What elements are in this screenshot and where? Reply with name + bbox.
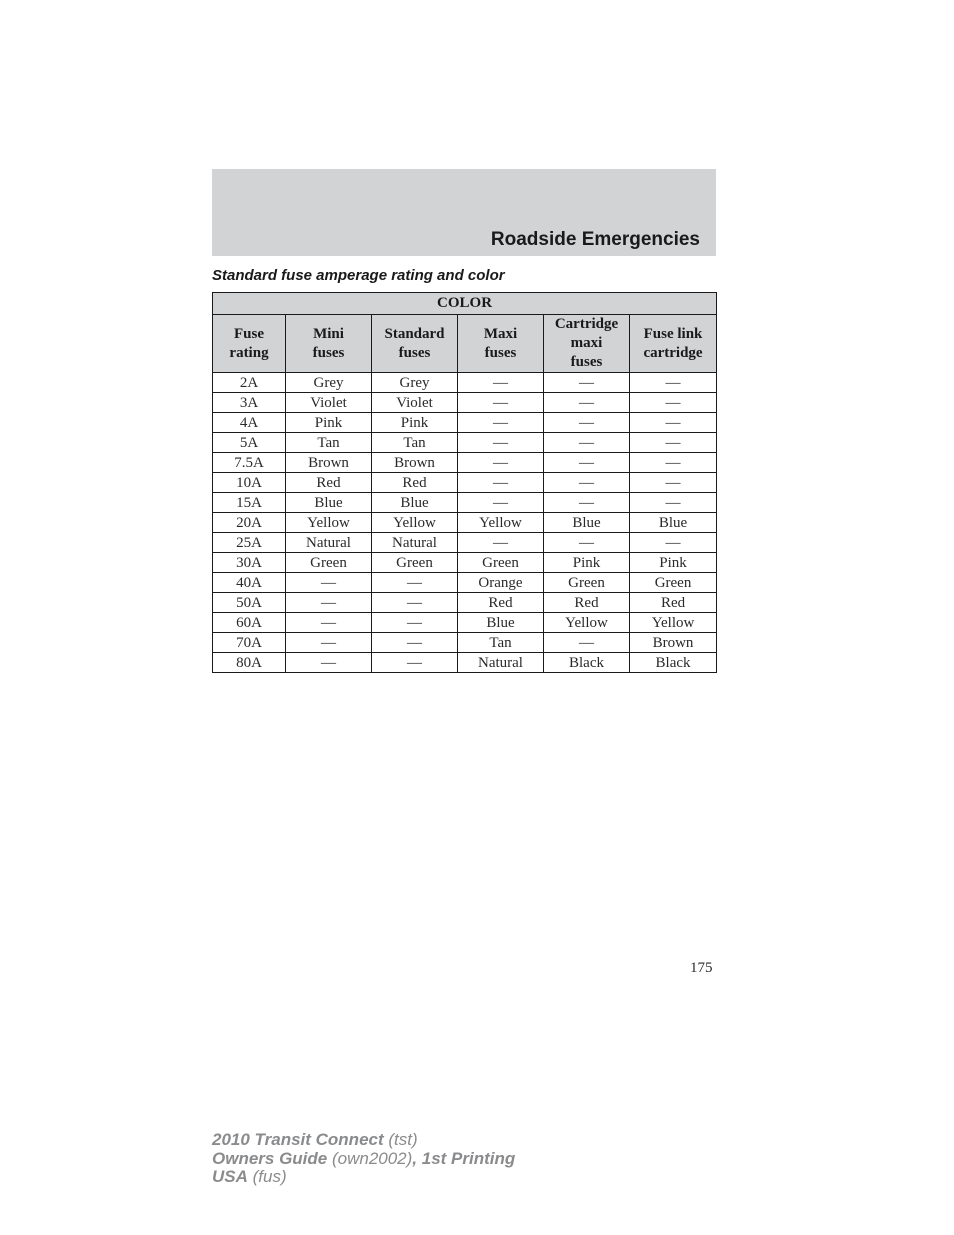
table-cell: Orange bbox=[458, 573, 544, 593]
table-cell: Red bbox=[286, 473, 372, 493]
table-cell: — bbox=[630, 453, 717, 473]
table-cell: — bbox=[372, 633, 458, 653]
table-cell: Pink bbox=[630, 553, 717, 573]
table-cell: Natural bbox=[458, 653, 544, 673]
table-cell: — bbox=[630, 373, 717, 393]
table-cell: Natural bbox=[286, 533, 372, 553]
table-cell: — bbox=[544, 533, 630, 553]
table-cell: 30A bbox=[213, 553, 286, 573]
footer-model-code: (tst) bbox=[383, 1130, 418, 1149]
table-row bbox=[213, 613, 717, 633]
table-row bbox=[213, 573, 717, 593]
table-row bbox=[213, 513, 717, 533]
table-cell: 5A bbox=[213, 433, 286, 453]
table-cell: — bbox=[458, 393, 544, 413]
header-line: Mini bbox=[313, 325, 344, 342]
table-cell: — bbox=[544, 493, 630, 513]
table-cell: Pink bbox=[372, 413, 458, 433]
table-cell: Green bbox=[372, 553, 458, 573]
table-cell: Blue bbox=[372, 493, 458, 513]
column-header-maxi-fuses bbox=[458, 315, 544, 373]
table-cell: — bbox=[458, 433, 544, 453]
table-cell: 20A bbox=[213, 513, 286, 533]
table-cell: Blue bbox=[630, 513, 717, 533]
table-cell: — bbox=[630, 473, 717, 493]
table-cell: — bbox=[372, 573, 458, 593]
table-cell: Brown bbox=[286, 453, 372, 473]
table-cell: — bbox=[544, 373, 630, 393]
table-cell: — bbox=[544, 473, 630, 493]
footer-guide: Owners Guide bbox=[212, 1148, 328, 1168]
table-cell: 60A bbox=[213, 613, 286, 633]
table-cell: — bbox=[458, 453, 544, 473]
table-cell: — bbox=[458, 473, 544, 493]
column-header-fuse-rating bbox=[213, 315, 286, 373]
table-cell: — bbox=[630, 493, 717, 513]
table-cell: Blue bbox=[286, 493, 372, 513]
table-cell: 3A bbox=[213, 393, 286, 413]
table-cell: — bbox=[372, 613, 458, 633]
header-line: Fuse bbox=[234, 325, 264, 342]
header-line: Standard bbox=[384, 325, 445, 342]
table-cell: — bbox=[458, 413, 544, 433]
column-header-cartridge-maxi-fuses bbox=[544, 315, 630, 373]
table-row bbox=[213, 633, 717, 653]
table-row bbox=[213, 473, 717, 493]
table-cell: 4A bbox=[213, 413, 286, 433]
table-cell: Blue bbox=[544, 513, 630, 533]
table-cell: — bbox=[458, 373, 544, 393]
table-cell: — bbox=[372, 653, 458, 673]
table-cell: Brown bbox=[372, 453, 458, 473]
table-cell: Violet bbox=[372, 393, 458, 413]
color-group-header: COLOR bbox=[213, 293, 717, 315]
table-cell: — bbox=[286, 573, 372, 593]
footer-printing: , 1st Printing bbox=[412, 1148, 516, 1168]
table-cell: Brown bbox=[630, 633, 717, 653]
table-cell: — bbox=[544, 393, 630, 413]
table-cell: Red bbox=[630, 593, 717, 613]
table-cell: — bbox=[372, 593, 458, 613]
table-cell: Green bbox=[458, 553, 544, 573]
table-cell: Blue bbox=[458, 613, 544, 633]
footer-line-1 bbox=[212, 1131, 515, 1150]
table-cell: 70A bbox=[213, 633, 286, 653]
header-line: rating bbox=[229, 344, 269, 361]
document-footer bbox=[212, 1131, 515, 1187]
table-cell: — bbox=[630, 393, 717, 413]
table-cell: — bbox=[458, 493, 544, 513]
table-row bbox=[213, 493, 717, 513]
table-row bbox=[213, 553, 717, 573]
table-cell: Black bbox=[630, 653, 717, 673]
header-line: Maxi bbox=[483, 325, 518, 342]
table-cell: — bbox=[630, 413, 717, 433]
table-row bbox=[213, 453, 717, 473]
table-cell: Grey bbox=[286, 373, 372, 393]
table-cell: Tan bbox=[286, 433, 372, 453]
column-header-fuse-link-cartridge bbox=[630, 315, 717, 373]
table-cell: — bbox=[286, 593, 372, 613]
table-row bbox=[213, 653, 717, 673]
column-header-standard-fuses bbox=[372, 315, 458, 373]
footer-market: USA bbox=[212, 1167, 248, 1186]
table-cell: Violet bbox=[286, 393, 372, 413]
table-cell: — bbox=[458, 533, 544, 553]
table-cell: Yellow bbox=[458, 513, 544, 533]
header-line: fuses bbox=[312, 344, 345, 361]
table-cell: — bbox=[544, 633, 630, 653]
table-cell: 40A bbox=[213, 573, 286, 593]
table-cell: 10A bbox=[213, 473, 286, 493]
table-cell: Tan bbox=[372, 433, 458, 453]
table-cell: Grey bbox=[372, 373, 458, 393]
table-row bbox=[213, 433, 717, 453]
table-row bbox=[213, 393, 717, 413]
header-line: Fuse link bbox=[643, 325, 703, 342]
table-cell: Yellow bbox=[286, 513, 372, 533]
page-number: 175 bbox=[690, 960, 713, 976]
header-line: fuses bbox=[398, 344, 431, 361]
table-cell: 15A bbox=[213, 493, 286, 513]
table-cell: Red bbox=[544, 593, 630, 613]
table-cell: Natural bbox=[372, 533, 458, 553]
table-cell: 7.5A bbox=[213, 453, 286, 473]
table-cell: 2A bbox=[213, 373, 286, 393]
section-title: Roadside Emergencies bbox=[490, 229, 700, 250]
table-cell: 80A bbox=[213, 653, 286, 673]
table-subheading: Standard fuse amperage rating and color bbox=[212, 267, 505, 284]
footer-line-3 bbox=[212, 1168, 515, 1187]
table-cell: — bbox=[544, 453, 630, 473]
table-cell: Tan bbox=[458, 633, 544, 653]
table-body bbox=[213, 373, 717, 673]
table-cell: — bbox=[544, 433, 630, 453]
table-cell: — bbox=[286, 653, 372, 673]
fuse-color-table bbox=[212, 292, 717, 673]
table-row bbox=[213, 593, 717, 613]
table-cell: Green bbox=[544, 573, 630, 593]
table-cell: Yellow bbox=[630, 613, 717, 633]
table-cell: — bbox=[630, 533, 717, 553]
table-cell: 50A bbox=[213, 593, 286, 613]
header-line: maxi bbox=[570, 335, 603, 351]
table-cell: Red bbox=[458, 593, 544, 613]
header-line: fuses bbox=[484, 344, 517, 361]
table-cell: — bbox=[286, 613, 372, 633]
table-cell: Green bbox=[286, 553, 372, 573]
table-cell: Black bbox=[544, 653, 630, 673]
table-cell: Pink bbox=[544, 553, 630, 573]
table-cell: — bbox=[630, 433, 717, 453]
section-header-band bbox=[212, 169, 716, 256]
footer-guide-code: (own2002) bbox=[327, 1148, 413, 1168]
footer-model: 2010 Transit Connect bbox=[212, 1130, 384, 1149]
header-line: fuses bbox=[570, 354, 603, 370]
header-line: cartridge bbox=[643, 344, 703, 361]
table-cell: — bbox=[544, 413, 630, 433]
table-cell: Yellow bbox=[544, 613, 630, 633]
table-row bbox=[213, 413, 717, 433]
table-cell: 25A bbox=[213, 533, 286, 553]
table-cell: — bbox=[286, 633, 372, 653]
header-line: Cartridge bbox=[554, 316, 619, 332]
table-cell: Pink bbox=[286, 413, 372, 433]
table-cell: Red bbox=[372, 473, 458, 493]
table-row bbox=[213, 533, 717, 553]
table-cell: Green bbox=[630, 573, 717, 593]
footer-market-code: (fus) bbox=[247, 1167, 287, 1186]
column-header-mini-fuses bbox=[286, 315, 372, 373]
footer-line-2 bbox=[212, 1150, 515, 1169]
table-cell: Yellow bbox=[372, 513, 458, 533]
table-row bbox=[213, 373, 717, 393]
